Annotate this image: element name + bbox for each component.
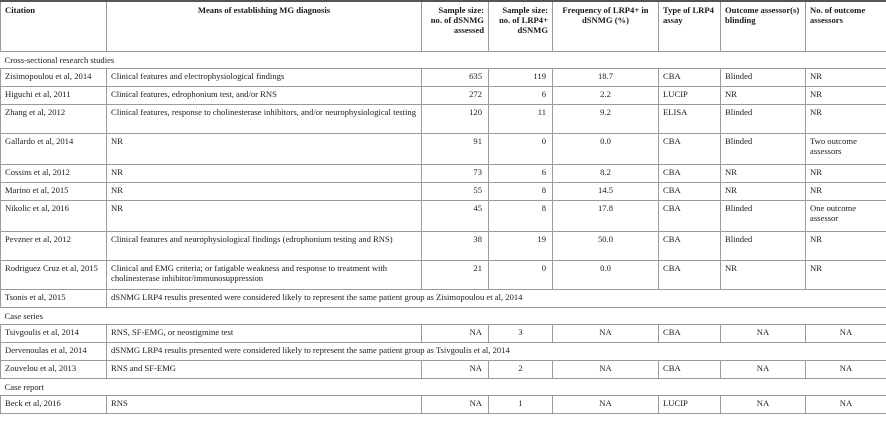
cell-citation: Tsonis et al, 2015 [1, 290, 107, 308]
cell-assay: CBA [659, 69, 721, 87]
cell-citation: Pevzner et al, 2012 [1, 232, 107, 261]
header-citation: Citation [1, 1, 107, 52]
cell-blinding: Blinded [721, 201, 806, 232]
cell-frequency: 0.0 [553, 261, 659, 290]
cell-citation: Cossins et al, 2012 [1, 165, 107, 183]
table-row [1, 183, 886, 201]
cell-citation: Zouvelou et al, 2013 [1, 361, 107, 379]
cell-frequency: NA [553, 361, 659, 379]
cell-frequency: 2.2 [553, 87, 659, 105]
cell-blinding: NR [721, 183, 806, 201]
cell-citation: Zisimopoulou et al, 2014 [1, 69, 107, 87]
cell-sample-size: NA [422, 361, 489, 379]
cell-sample-size: 21 [422, 261, 489, 290]
cell-frequency: 14.5 [553, 183, 659, 201]
table-row [1, 396, 886, 414]
header-assay-type: Type of LRP4 assay [659, 1, 721, 52]
cell-assay: LUCIP [659, 396, 721, 414]
header-sample-size-dsnmg: Sample size: no. of dSNMG assessed [422, 1, 489, 52]
cell-means: NR [107, 165, 422, 183]
cell-blinding: NA [721, 396, 806, 414]
table-row [1, 105, 886, 134]
header-frequency: Frequency of LRP4+ in dSNMG (%) [553, 1, 659, 52]
cell-citation: Beck et al, 2016 [1, 396, 107, 414]
cell-assessors: NR [806, 87, 886, 105]
cell-assay: LUCIP [659, 87, 721, 105]
cell-blinding: NA [721, 361, 806, 379]
cell-assessors: NR [806, 232, 886, 261]
cell-blinding: NA [721, 325, 806, 343]
cell-means: NR [107, 134, 422, 165]
cell-sample-size: 73 [422, 165, 489, 183]
cell-citation: Rodriguez Cruz et al, 2015 [1, 261, 107, 290]
cell-frequency: 18.7 [553, 69, 659, 87]
cell-lrp4-count: 1 [489, 396, 553, 414]
table-row [1, 232, 886, 261]
cell-citation: Gallardo et al, 2014 [1, 134, 107, 165]
cell-assessors: NR [806, 183, 886, 201]
cell-lrp4-count: 3 [489, 325, 553, 343]
cell-citation: Dervenoulas et al, 2014 [1, 343, 107, 361]
cell-frequency: 50.0 [553, 232, 659, 261]
cell-assessors: NA [806, 325, 886, 343]
cell-blinding: Blinded [721, 105, 806, 134]
header-sample-size-lrp4: Sample size: no. of LRP4+ dSNMG [489, 1, 553, 52]
header-blinding: Outcome assessor(s) blinding [721, 1, 806, 52]
header-means: Means of establishing MG diagnosis [107, 1, 422, 52]
table-row [1, 343, 886, 361]
cell-lrp4-count: 6 [489, 87, 553, 105]
cell-assay: CBA [659, 134, 721, 165]
table-row [1, 261, 886, 290]
cell-frequency: NA [553, 325, 659, 343]
cell-lrp4-count: 19 [489, 232, 553, 261]
cell-blinding: Blinded [721, 134, 806, 165]
cell-blinding: NR [721, 87, 806, 105]
section-row [1, 52, 886, 69]
cell-sample-size: 120 [422, 105, 489, 134]
cell-means: Clinical features and electrophysiological findings [107, 69, 422, 87]
section-row [1, 308, 886, 325]
cell-assessors: NA [806, 396, 886, 414]
cell-assessors: NA [806, 361, 886, 379]
cell-lrp4-count: 119 [489, 69, 553, 87]
cell-note: dSNMG LRP4 results presented were considered likely to represent the same patient group as Tsivgoulis et al, 2014 [107, 343, 886, 361]
cell-sample-size: 38 [422, 232, 489, 261]
cell-sample-size: 635 [422, 69, 489, 87]
cell-lrp4-count: 11 [489, 105, 553, 134]
cell-assay: CBA [659, 201, 721, 232]
cell-means: Clinical features and neurophysiological findings (edrophonium testing and RNS) [107, 232, 422, 261]
table-row [1, 201, 886, 232]
cell-means: NR [107, 183, 422, 201]
cell-sample-size: 272 [422, 87, 489, 105]
cell-means: Clinical features, edrophonium test, and/or RNS [107, 87, 422, 105]
cell-assay: ELISA [659, 105, 721, 134]
cell-assay: CBA [659, 325, 721, 343]
cell-sample-size: 55 [422, 183, 489, 201]
cell-means: RNS, SF-EMG, or neostigmine test [107, 325, 422, 343]
cell-frequency: NA [553, 396, 659, 414]
cell-assessors: Two outcome assessors [806, 134, 886, 165]
cell-assay: CBA [659, 183, 721, 201]
cell-lrp4-count: 8 [489, 183, 553, 201]
cell-frequency: 9.2 [553, 105, 659, 134]
section-label: Cross-sectional research studies [1, 52, 886, 69]
cell-frequency: 17.8 [553, 201, 659, 232]
cell-means: RNS [107, 396, 422, 414]
cell-blinding: Blinded [721, 232, 806, 261]
cell-citation: Zhang et al, 2012 [1, 105, 107, 134]
cell-note: dSNMG LRP4 results presented were considered likely to represent the same patient group as Zisimopoulou et al, 2014 [107, 290, 886, 308]
cell-citation: Tsivgoulis et al, 2014 [1, 325, 107, 343]
cell-blinding: Blinded [721, 69, 806, 87]
cell-sample-size: 91 [422, 134, 489, 165]
cell-means: NR [107, 201, 422, 232]
cell-sample-size: NA [422, 396, 489, 414]
table-row [1, 361, 886, 379]
cell-means: Clinical and EMG criteria; or fatigable weakness and response to treatment with cholinesterase inhibitor/immunosuppression [107, 261, 422, 290]
cell-lrp4-count: 0 [489, 261, 553, 290]
cell-assay: CBA [659, 361, 721, 379]
header-row [1, 1, 886, 52]
cell-blinding: NR [721, 261, 806, 290]
cell-lrp4-count: 2 [489, 361, 553, 379]
cell-means: RNS and SF-EMG [107, 361, 422, 379]
table-row [1, 290, 886, 308]
section-label: Case report [1, 379, 886, 396]
cell-citation: Marino et al, 2015 [1, 183, 107, 201]
cell-assay: CBA [659, 165, 721, 183]
cell-frequency: 0.0 [553, 134, 659, 165]
section-row [1, 379, 886, 396]
cell-sample-size: 45 [422, 201, 489, 232]
cell-assessors: NR [806, 165, 886, 183]
table-row [1, 165, 886, 183]
cell-assessors: NR [806, 105, 886, 134]
table-row [1, 69, 886, 87]
cell-citation: Nikolic et al, 2016 [1, 201, 107, 232]
cell-assessors: NR [806, 69, 886, 87]
cell-assay: CBA [659, 261, 721, 290]
table-row [1, 87, 886, 105]
cell-sample-size: NA [422, 325, 489, 343]
table-row [1, 325, 886, 343]
cell-lrp4-count: 8 [489, 201, 553, 232]
table-row [1, 134, 886, 165]
cell-means: Clinical features, response to cholinesterase inhibitors, and/or neurophysiological testing [107, 105, 422, 134]
header-num-assessors: No. of outcome assessors [806, 1, 886, 52]
cell-citation: Higuchi et al, 2011 [1, 87, 107, 105]
cell-assessors: NR [806, 261, 886, 290]
cell-blinding: NR [721, 165, 806, 183]
cell-assessors: One outcome assessor [806, 201, 886, 232]
cell-lrp4-count: 0 [489, 134, 553, 165]
cell-frequency: 8.2 [553, 165, 659, 183]
section-label: Case series [1, 308, 886, 325]
cell-assay: CBA [659, 232, 721, 261]
cell-lrp4-count: 6 [489, 165, 553, 183]
